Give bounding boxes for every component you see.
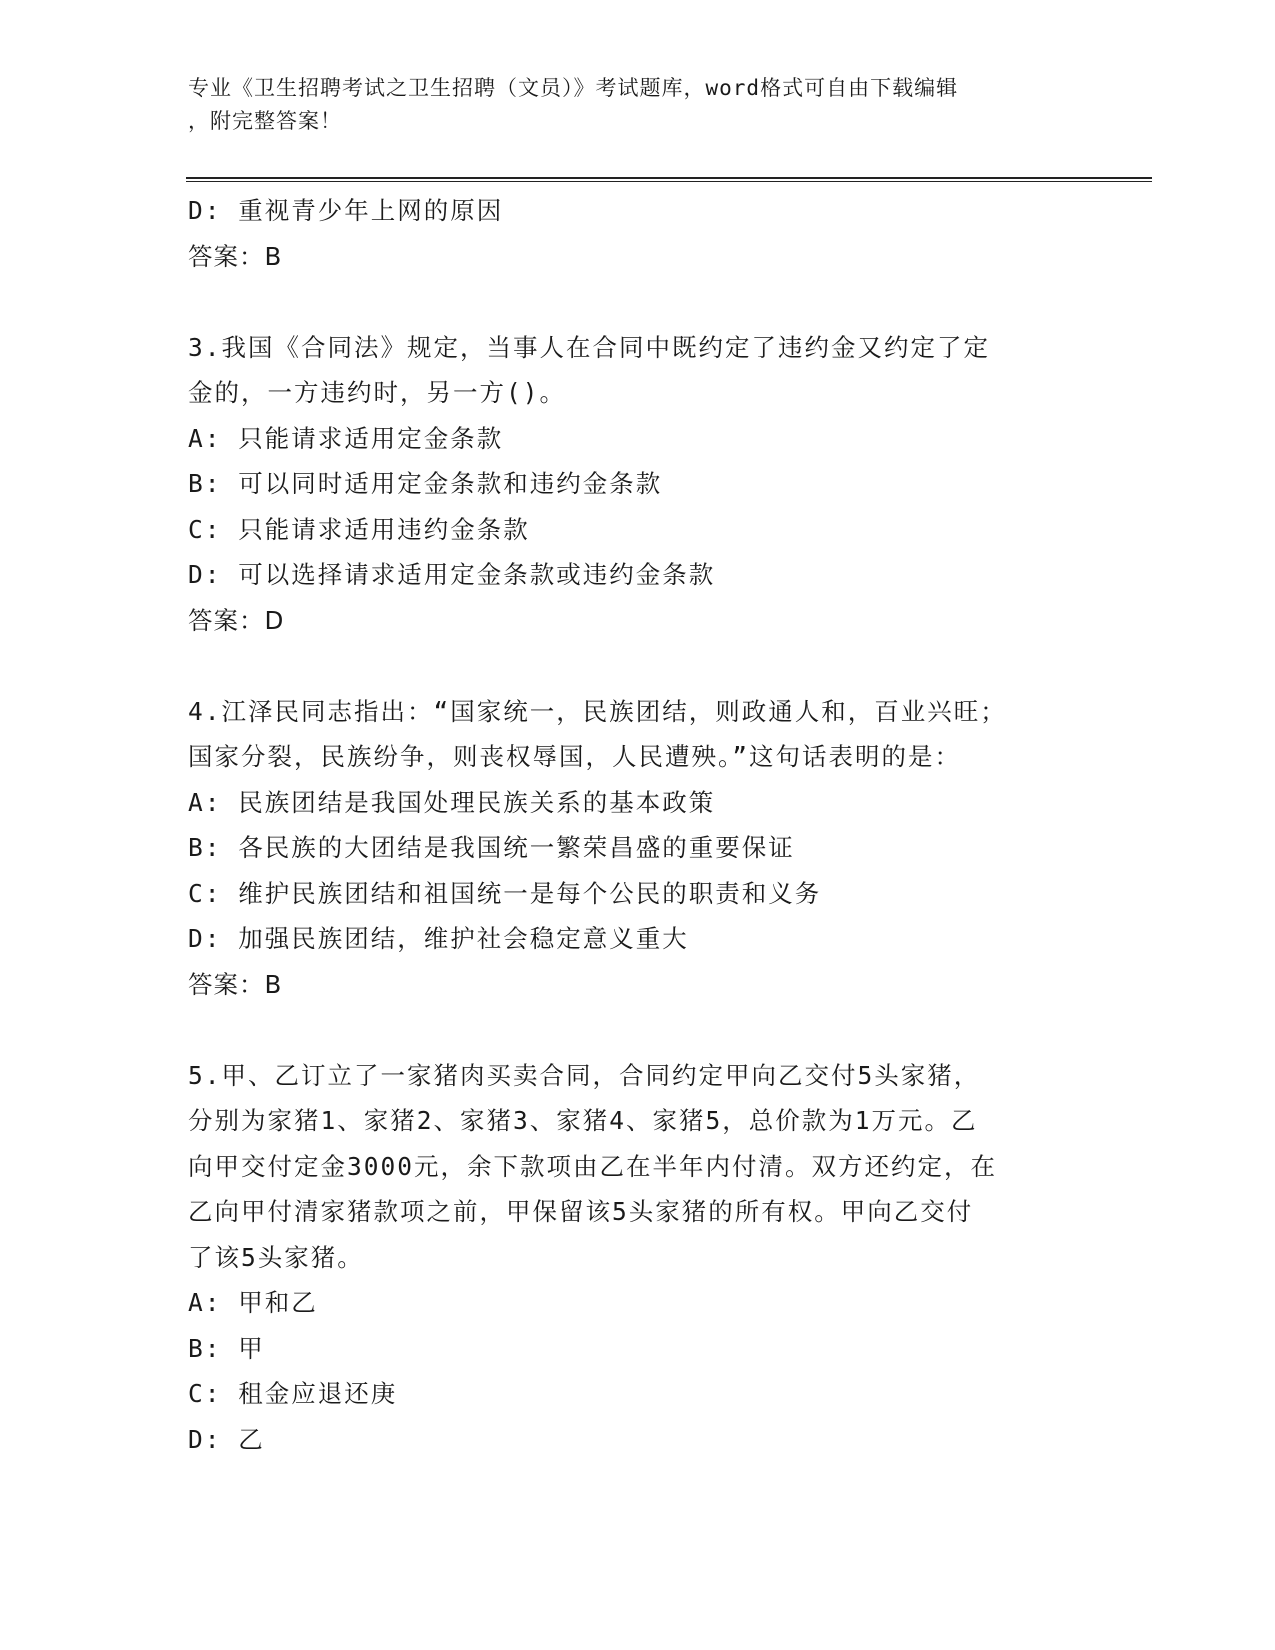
question-3-stem-line-2: 金的，一方违约时，另一方()。 xyxy=(188,378,566,407)
question-3-stem-line-1: 3.我国《合同法》规定，当事人在合同中既约定了违约金又约定了定 xyxy=(188,332,990,362)
question-5-stem-line-3: 向甲交付定金3000元，余下款项由乙在半年内付清。双方还约定，在 xyxy=(188,1151,997,1181)
question-5-stem-line-5: 了该5头家猪。 xyxy=(188,1242,364,1272)
question-4-option-b: B: 各民族的大团结是我国统一繁荣昌盛的重要保证 xyxy=(188,833,795,862)
question-5-stem-line-2: 分别为家猪1、家猪2、家猪3、家猪4、家猪5，总价款为1万元。乙 xyxy=(188,1106,978,1135)
question-5 xyxy=(188,1053,1108,1463)
spacer xyxy=(188,643,1108,689)
question-4-stem-line-2: 国家分裂，民族纷争，则丧权辱国，人民遭殃。”这句话表明的是： xyxy=(188,742,961,771)
question-4-stem-line-1: 4.江泽民同志指出：“国家统一，民族团结，则政通人和，百业兴旺； xyxy=(188,696,1007,726)
question-3-option-b: B: 可以同时适用定金条款和违约金条款 xyxy=(188,469,663,498)
question-list xyxy=(188,188,1108,1462)
spacer xyxy=(188,279,1108,325)
question-2-option-d: D: 重视青少年上网的原因 xyxy=(188,196,504,225)
question-4-option-c: C: 维护民族团结和祖国统一是每个公民的职责和义务 xyxy=(188,878,822,908)
question-5-stem-line-4: 乙向甲付清家猪款项之前，甲保留该5头家猪的所有权。甲向乙交付 xyxy=(188,1197,974,1226)
question-3 xyxy=(188,325,1108,644)
question-4 xyxy=(188,689,1108,1008)
header-divider-thick xyxy=(186,177,1152,179)
question-4-answer: 答案：B xyxy=(188,969,283,999)
question-4-option-a: A: 民族团结是我国处理民族关系的基本政策 xyxy=(188,787,716,817)
question-3-option-c: C: 只能请求适用违约金条款 xyxy=(188,514,530,544)
question-3-option-d: D: 可以选择请求适用定金条款或违约金条款 xyxy=(188,560,716,589)
document-header xyxy=(188,72,1088,138)
question-5-option-d: D: 乙 xyxy=(188,1424,265,1454)
question-5-option-b: B: 甲 xyxy=(188,1333,265,1363)
question-2-answer: 答案：B xyxy=(188,241,283,271)
spacer xyxy=(188,1007,1108,1053)
header-divider-thin xyxy=(186,181,1152,182)
question-4-option-d: D: 加强民族团结，维护社会稳定意义重大 xyxy=(188,924,689,953)
question-3-answer: 答案：D xyxy=(188,605,285,635)
question-5-option-a: A: 甲和乙 xyxy=(188,1288,318,1317)
header-line-2: ，附完整答案！ xyxy=(188,109,342,133)
question-5-option-c: C: 租金应退还庚 xyxy=(188,1379,398,1408)
question-3-option-a: A: 只能请求适用定金条款 xyxy=(188,423,504,453)
header-line-1: 专业《卫生招聘考试之卫生招聘（文员）》考试题库，word格式可自由下载编辑 xyxy=(188,76,959,100)
question-5-stem-line-1: 5.甲、乙订立了一家猪肉买卖合同，合同约定甲向乙交付5头家猪， xyxy=(188,1060,981,1090)
